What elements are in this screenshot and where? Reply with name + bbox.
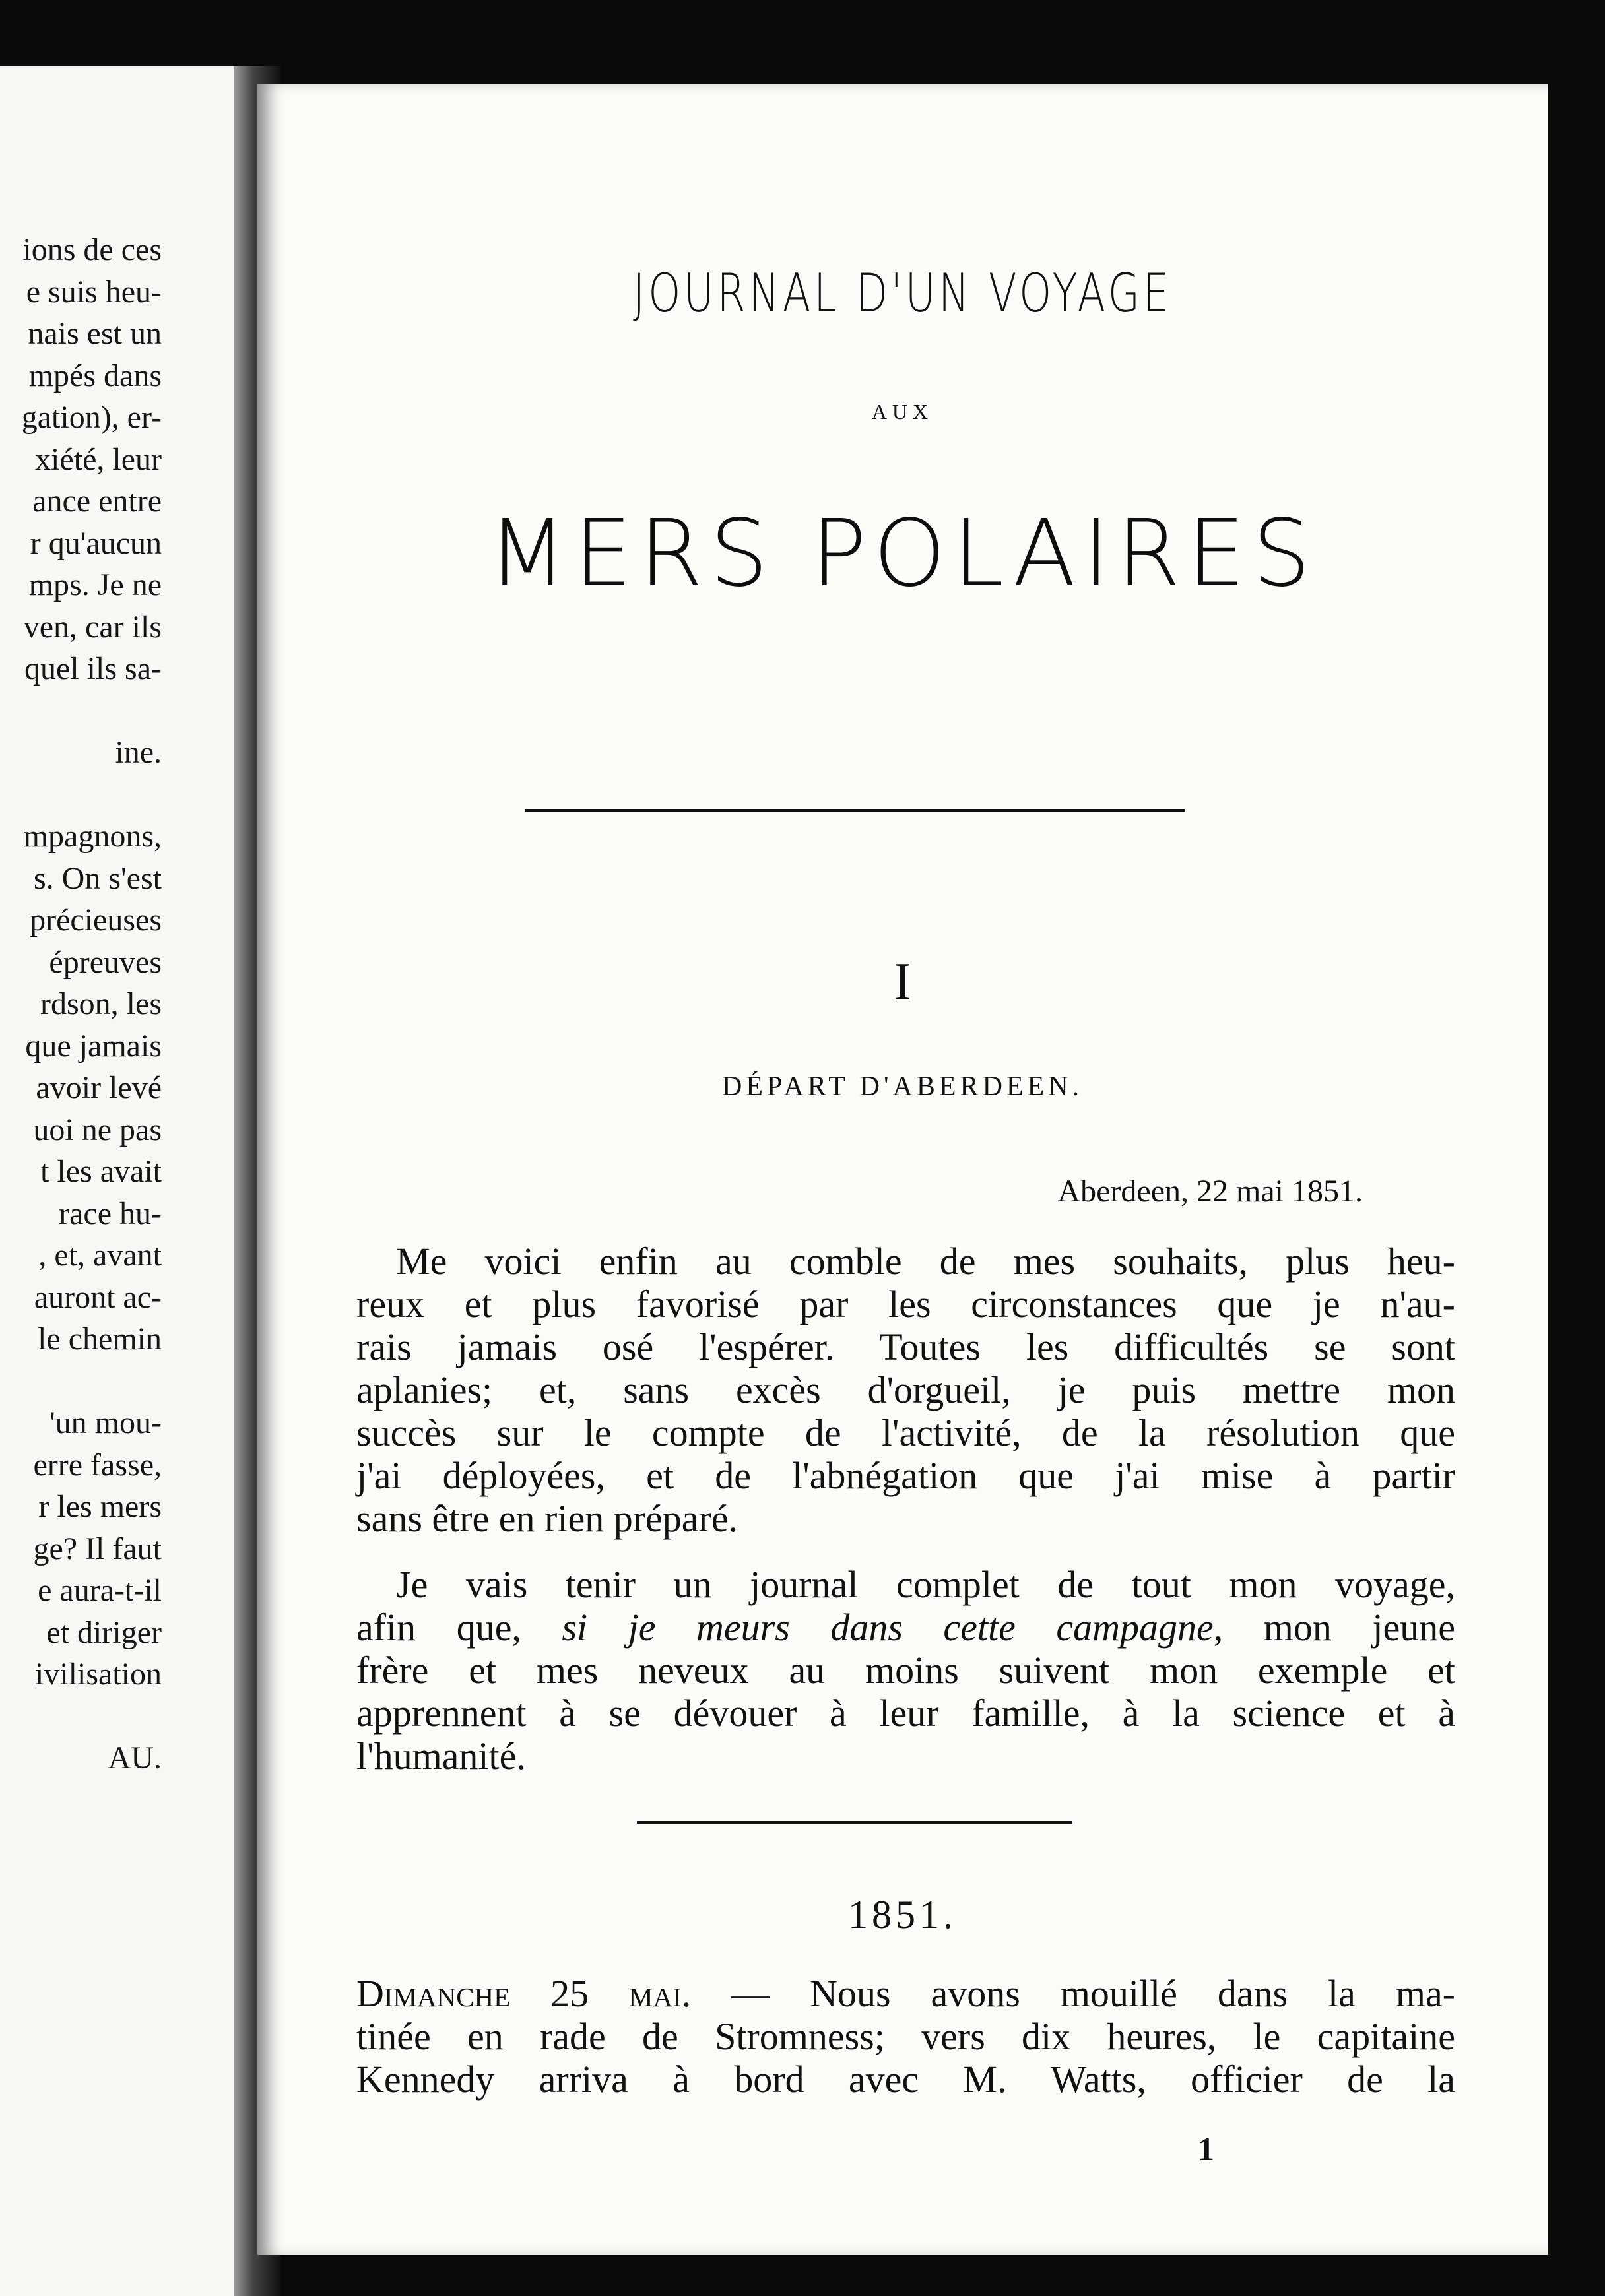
header-line: JOURNAL D'UN VOYAGE: [633, 263, 1172, 324]
text-line: Je vais tenir un journal complet de tout mon voyage,: [396, 1563, 1455, 1606]
entry-date: 25 mai.: [510, 1972, 692, 2015]
text-line: rais jamais osé l'espérer. Toutes les difficultés se sont: [356, 1325, 1455, 1368]
left-page-line: , et, avant: [38, 1238, 162, 1273]
page-title: MERS POLAIRES: [487, 500, 1318, 608]
text-line: j'ai déployées, et de l'abnégation que j'ai mise à partir: [356, 1454, 1455, 1497]
left-page-line: xiété, leur: [35, 441, 162, 477]
left-page-line: auront ac-: [34, 1279, 162, 1315]
left-page-line: rdson, les: [40, 986, 162, 1021]
text-line: tinée en rade de Stromness; vers dix heures, le capitaine: [356, 2015, 1455, 2058]
text-line: succès sur le compte de l'activité, de la résolution que: [356, 1411, 1455, 1454]
text-run: , mon jeune: [1213, 1606, 1455, 1649]
left-page-line: et diriger: [46, 1614, 162, 1650]
text-line: [356, 1971, 1455, 2016]
main-page: [257, 84, 1548, 2255]
left-page-line: mpagnons,: [23, 819, 162, 854]
left-page-line: nais est un: [28, 316, 162, 351]
text-run: — Nous avons mouillé dans la ma-: [691, 1972, 1456, 2015]
left-page-line: ance entre: [32, 484, 162, 519]
text-line: Me voici enfin au comble de mes souhaits, plus heu-: [396, 1240, 1455, 1283]
left-page-line: r les mers: [38, 1489, 162, 1524]
left-page-line: ge? Il faut: [33, 1531, 162, 1566]
left-page-line: ions de ces: [22, 232, 162, 267]
text-line: [356, 1605, 1455, 1649]
entry-day: Dimanche: [356, 1972, 511, 2015]
left-page-line: avoir levé: [36, 1070, 162, 1105]
dateline: Aberdeen, 22 mai 1851.: [1057, 1174, 1363, 1209]
text-line: reux et plus favorisé par les circonstances que je n'au-: [356, 1283, 1455, 1325]
left-page-line: ine.: [115, 735, 162, 770]
chapter-number: I: [894, 953, 911, 1011]
italic-text: si je meurs dans cette campagne: [562, 1606, 1214, 1649]
left-page-line: uoi ne pas: [33, 1112, 162, 1147]
page-number: 1: [1198, 2130, 1214, 2167]
left-page-line: le chemin: [38, 1322, 162, 1356]
left-page-line: r qu'aucun: [30, 525, 162, 561]
left-page-line: quel ils sa-: [24, 651, 162, 686]
left-page-line: mps. Je ne: [28, 567, 162, 602]
left-page-line: e suis heu-: [26, 274, 162, 309]
left-page-line: s. On s'est: [34, 860, 162, 896]
left-page-line: que jamais: [25, 1028, 162, 1064]
left-page-line: mpés dans: [28, 358, 162, 393]
left-page-line: gation), er-: [21, 400, 162, 435]
year-heading: 1851.: [848, 1893, 957, 1936]
left-page-line: précieuses: [30, 903, 162, 938]
chapter-title: DÉPART D'ABERDEEN.: [721, 1071, 1084, 1102]
text-line: aplanies; et, sans excès d'orgueil, je puis mettre mon: [356, 1368, 1455, 1411]
aux-label: AUX: [871, 400, 934, 424]
text-line: apprennent à se dévouer à leur famille, à la science et à: [356, 1692, 1455, 1735]
title-rule: [525, 809, 1185, 812]
left-page-line: 'un mou-: [49, 1405, 162, 1440]
left-page-line: AU.: [108, 1740, 162, 1775]
section-rule: [637, 1821, 1072, 1824]
left-page-line: ven, car ils: [23, 609, 162, 645]
text-run: afin que,: [356, 1606, 562, 1649]
left-facing-page: [0, 66, 238, 2296]
text-line: l'humanité.: [356, 1735, 526, 1777]
left-page-line: e aura-t-il: [38, 1573, 162, 1608]
text-line: sans être en rien préparé.: [356, 1497, 738, 1540]
left-page-line: erre fasse,: [33, 1447, 162, 1483]
text-line: Kennedy arriva à bord avec M. Watts, officier de la: [356, 2058, 1455, 2101]
text-line: frère et mes neveux au moins suivent mon exemple et: [356, 1649, 1455, 1692]
left-page-line: race hu-: [59, 1196, 162, 1231]
left-page-line: épreuves: [49, 944, 162, 980]
left-page-line: t les avait: [40, 1154, 162, 1189]
left-page-line: ivilisation: [35, 1657, 162, 1692]
